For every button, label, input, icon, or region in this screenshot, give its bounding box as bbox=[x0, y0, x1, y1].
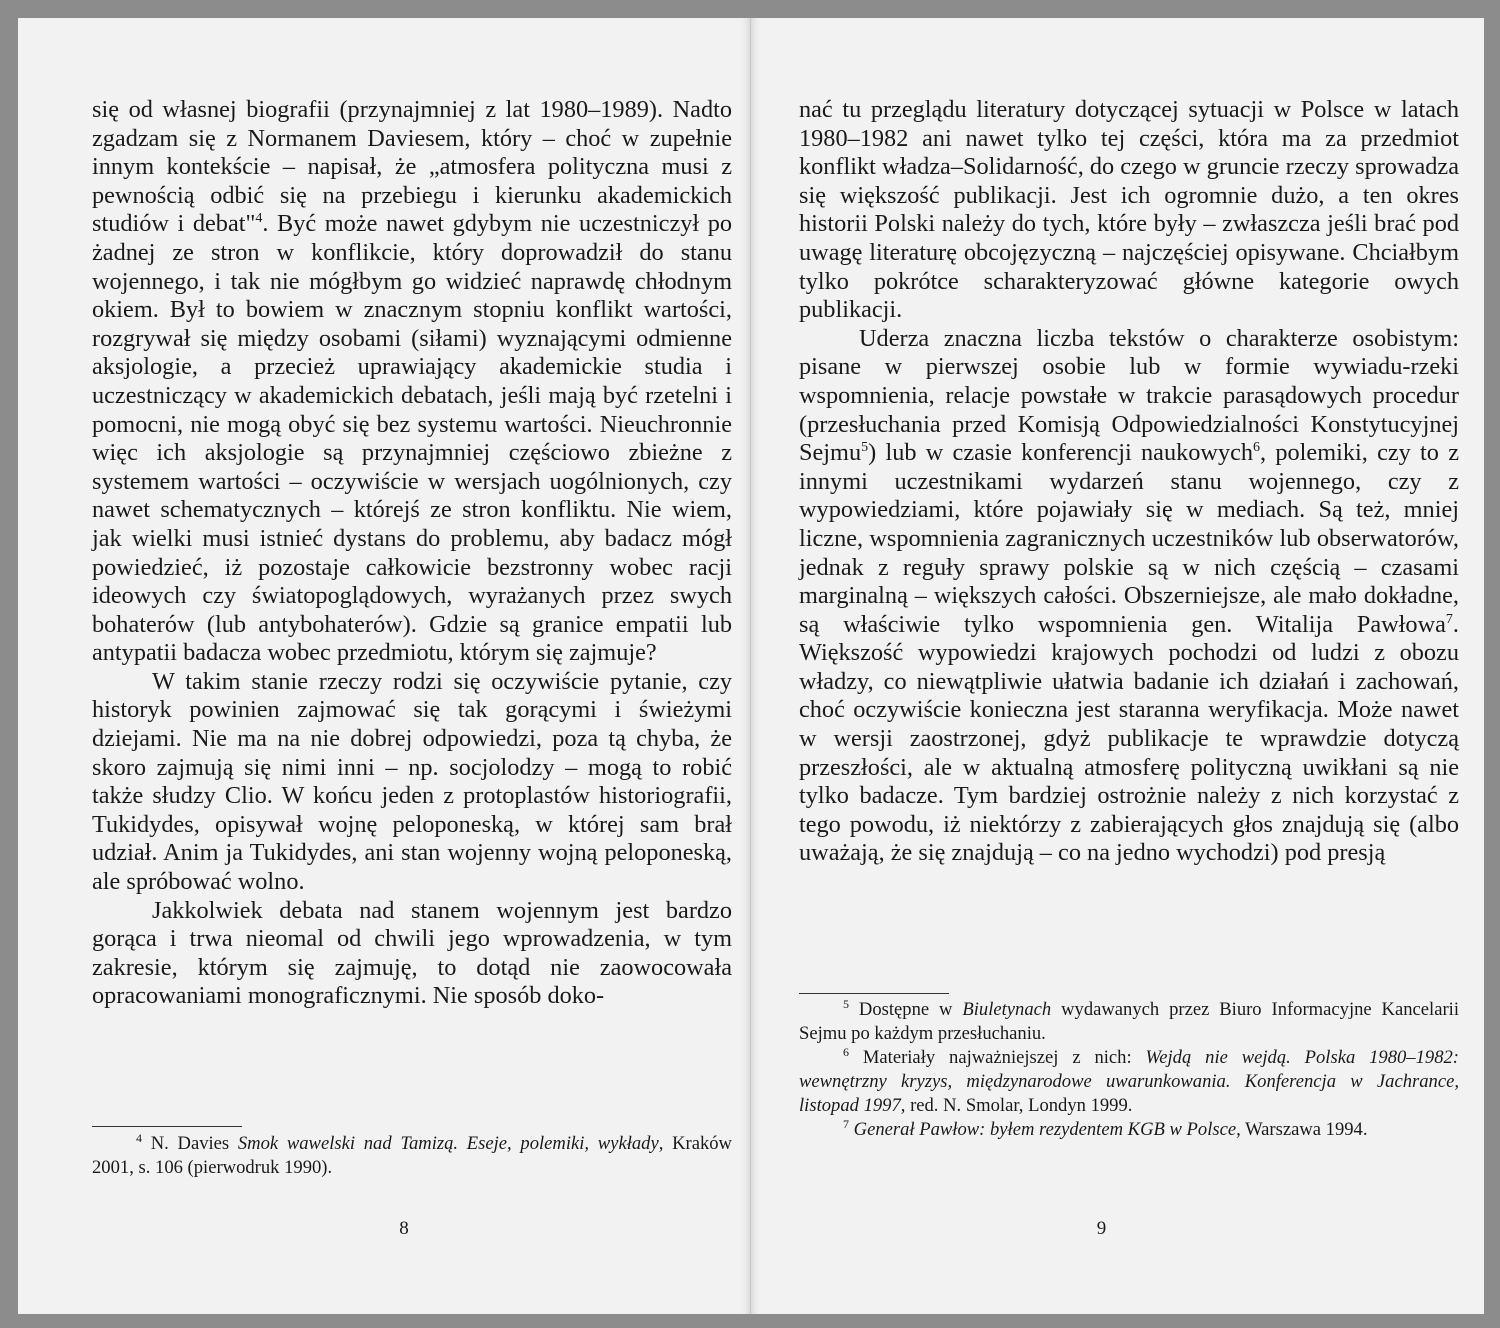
footnote-number: 6 bbox=[843, 1044, 849, 1059]
footnote-7 bbox=[799, 1118, 1459, 1142]
footnote-text: Materiały najważniejszej z nich: bbox=[862, 1047, 1146, 1068]
footnote-ref-7[interactable]: 7 bbox=[1445, 611, 1453, 627]
paragraph-text: . Większość wypowiedzi krajowych pochodzi od ludzi z obozu władzy, co niewątpliwie ułatwia badanie ich działań i zachowań, choć oczywiście konieczna jest staranna weryfikacja. Może nawet w wersji zaostrzonej, gdyż publikacje te wprawdzie dotyczą przeszłości, ale w aktualną atmosferę polityczną uwikłani są nie tylko badacze. Tym bardziej ostrożnie należy z nich korzystać z tego powodu, iż niektórzy z zabierających głos znajdują się (albo uważają, że się znajdują – co na jedno wychodzi) pod presją bbox=[799, 610, 1459, 867]
left-page bbox=[18, 18, 751, 1314]
footnote-divider bbox=[799, 993, 949, 994]
page-number: 9 bbox=[1096, 1218, 1107, 1239]
paragraph bbox=[92, 96, 732, 668]
footnote-text: , red. N. Smolar, Londyn 1999. bbox=[900, 1095, 1133, 1116]
footnote-title: Wejdą nie wejdą. Polska 1980–1982: wewnętrzny kryzys, międzynarodowe uwarunkowania. Konferencja w Jachrance, listopad 1997 bbox=[799, 1047, 1459, 1116]
footnote-text: wydawanych przez Biuro Informacyjne Kancelarii Sejmu po każdym przesłuchaniu. bbox=[799, 999, 1459, 1044]
footnote-ref-6[interactable]: 6 bbox=[1253, 440, 1261, 456]
footnote-ref-5[interactable]: 5 bbox=[861, 440, 869, 456]
footnote-number: 4 bbox=[136, 1130, 142, 1145]
paragraph-text: , polemiki, czy to z innymi uczestnikami wydarzeń stanu wojennego, czy z wypowiedziami, które pojawiały się w mediach. Są też, mniej liczne, wspomnienia zagranicznych uczestników lub obserwatorów, jednak z reguły sprawy polskie są w nich częścią – czasami marginalną – większych całości. Obszerniejsze, ale mało dokładne, są właściwie tylko wspomnienia gen. Witalija Pawłowa bbox=[799, 439, 1459, 638]
footnote-6 bbox=[799, 1046, 1459, 1118]
footnote-5 bbox=[799, 998, 1459, 1046]
paragraph-text: . Być może nawet gdybym nie uczestniczył po żadnej ze stron w konflikcie, który doprowadził do stanu wojennego, i tak nie mógłbym go widzieć naprawdę chłodnym okiem. Był to bowiem w znacznym stopniu konflikt wartości, rozgrywał się między osobami (siłami) wyznającymi odmienne aksjologie, a przecież uprawiający akademickie studia i uczestniczący w akademickich debatach, jeśli mają być rzetelni i pomocni, nie mogą obyć się bez systemu wartości. Nieuchronnie więc ich aksjologie są przynajmniej częściowo zbieżne z systemem wartości – oczywiście w wersjach uogólnionych, czy nawet schematycznych – którejś ze stron konfliktu. Nie wiem, jak wielki musi istnieć dystans do problemu, aby badacz mógł powiedzieć, iż pozostaje całkowicie bezstronny wobec racji ideowych czy światopoglądowych, wyrażanych przez swych bohaterów (lub antybohaterów). Gdzie są granice empatii lub antypatii badacza wobec przedmiotu, którym się zajmuje? bbox=[92, 210, 732, 667]
footnote-text: N. Davies bbox=[150, 1133, 238, 1154]
footnote-title: Generał Pawłow: byłem rezydentem KGB w Polsce, bbox=[853, 1119, 1241, 1140]
paragraph: W takim stanie rzeczy rodzi się oczywiście pytanie, czy historyk powinien zajmować się tak gorącymi i świeżymi dziejami. Nie ma na nie dobrej odpowiedzi, poza tą chyba, że skoro zajmują się nimi inni – np. socjolodzy – mogą to robić także słudzy Clio. W końcu jeden z protoplastów historiografii, Tukidydes, opisywał wojnę peloponeską, w której sam brał udział. Anim ja Tukidydes, ani stan wojenny wojną peloponeską, ale spróbować wolno. bbox=[92, 667, 732, 896]
footnote-title: Biuletynach bbox=[962, 999, 1052, 1020]
paragraph: Jakkolwiek debata nad stanem wojennym jest bardzo gorąca i trwa nieomal od chwili jego wprowadzenia, w tym zakresie, którym się zajmuję, to dotąd nie zaowocowała opracowaniami monograficznymi. Nie sposób doko- bbox=[92, 896, 732, 1010]
footnote-ref-4[interactable]: 4 bbox=[255, 211, 263, 227]
footnote-text: Dostępne w bbox=[858, 999, 963, 1020]
footnote-text: , Kraków 2001, s. 106 (pierwodruk 1990). bbox=[92, 1133, 732, 1178]
footnotes bbox=[92, 1132, 732, 1180]
book-spread bbox=[18, 18, 1484, 1314]
footnotes bbox=[799, 998, 1459, 1142]
footnote-text: Warszawa 1994. bbox=[1240, 1119, 1368, 1140]
footnote-title: Smok wawelski nad Tamizą. Eseje, polemiki, wykłady bbox=[237, 1133, 659, 1154]
footnote-number: 7 bbox=[843, 1116, 849, 1131]
paragraph-text: się od własnej biografii (przynajmniej z lat 1980–1989). Nadto zgadzam się z Normanem Daviesem, który – choć w zupełnie innym kontekście – napisał, że „atmosfera polityczna musi z pewnością odbić się na przebiegu i kierunku akademickich studiów i debat" bbox=[92, 96, 732, 238]
right-page-body bbox=[799, 96, 1459, 868]
page-number: 8 bbox=[399, 1218, 409, 1239]
paragraph-text: Uderza znaczna liczba tekstów o charakterze osobistym: pisane w pierwszej osobie lub w formie wywiadu-rzeki wspomnienia, relacje powstałe w trakcie parasądowych procedur (przesłuchania przed Komisją Odpowiedzialności Konstytucyjnej Sejmu bbox=[799, 324, 1459, 467]
footnote-number: 5 bbox=[843, 996, 849, 1011]
footnote-divider bbox=[92, 1126, 242, 1127]
left-page-body bbox=[92, 96, 732, 1011]
paragraph: nać tu przeglądu literatury dotyczącej sytuacji w Polsce w latach 1980–1982 ani nawet tylko tej części, która ma za przedmiot konflikt władza–Solidarność, do czego w gruncie rzeczy sprowadza się większość publikacji. Jest ich ogromnie dużo, a ten okres historii Polski należy do tych, które były – zwłaszcza jeśli brać pod uwagę literaturę obcojęzyczną – najczęściej opisywane. Chciałbym tylko pokrótce scharakteryzować główne kategorie owych publikacji. bbox=[799, 96, 1459, 324]
paragraph-text: ) lub w czasie konferencji naukowych bbox=[868, 439, 1254, 467]
footnote-4 bbox=[92, 1132, 732, 1180]
right-page bbox=[751, 18, 1484, 1314]
paragraph bbox=[799, 325, 1459, 868]
